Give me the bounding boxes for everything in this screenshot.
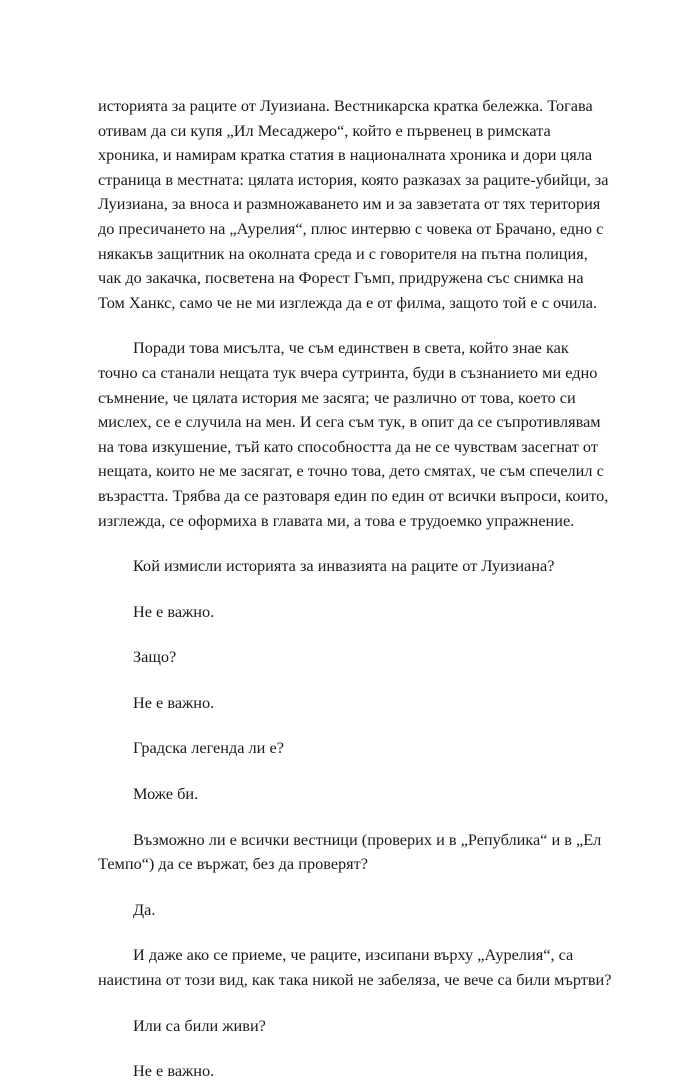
- paragraph-9: [98, 828, 610, 877]
- paragraph-7: [98, 736, 610, 761]
- paragraph-1: [98, 94, 610, 315]
- text-line: изглежда, се оформиха в главата ми, а това е трудоемко упражнение.: [98, 510, 575, 530]
- text-line: страница в местната: цялата история, която разказах за раците-убийци, за: [98, 169, 609, 189]
- text-line: възрастта. Трябва да се разтоваря един по един от всички въпроси, които,: [98, 485, 609, 505]
- paragraph-10: [98, 898, 610, 923]
- paragraph-3: [98, 554, 610, 579]
- text-line: Не е важно.: [133, 601, 215, 621]
- paragraph-2: [98, 336, 610, 533]
- text-line: точно са станали нещата тук вчера сутринта, буди в съзнанието ми едно: [98, 362, 598, 382]
- text-line: на това изкушение, тъй като способността да не се чувствам засегнат от: [98, 436, 598, 456]
- text-line: Поради това мисълта, че съм единствен в света, който знае как: [133, 338, 569, 358]
- text-line: Възможно ли е всички вестници (проверих и в „Република“ и в „Ел: [133, 829, 602, 849]
- text-line: някакъв защитник на околната среда и с говорителя на пътна полиция,: [98, 243, 588, 263]
- text-line: хроника, и намирам кратка статия в националната хроника и дори цяла: [98, 145, 593, 165]
- text-line: съмнение, че цялата история ме засяга; че различно от това, което си: [98, 387, 576, 407]
- text-line: Луизиана, за вноса и размножаването им и за завзетата от тях територия: [98, 194, 601, 214]
- text-line: Кой измисли историята за инвазията на раците от Луизиана?: [133, 556, 555, 576]
- text-line: И даже ако се приеме, че раците, изсипани върху „Аурелия“, са: [133, 945, 574, 965]
- paragraph-8: [98, 782, 610, 807]
- text-line: Градска легенда ли е?: [133, 738, 284, 758]
- text-line: Защо?: [133, 647, 177, 667]
- text-line: мислех, се е случила на мен. И сега съм тук, в опит да се съпротивлявам: [98, 412, 601, 432]
- paragraph-12: [98, 1014, 610, 1039]
- paragraph-6: [98, 691, 610, 716]
- text-line: нещата, които не ме засягат, е точно това, дето смятах, че съм спечелил с: [98, 461, 604, 481]
- text-line: Може би.: [133, 784, 199, 804]
- text-line: Да.: [133, 899, 156, 919]
- paragraph-13: [98, 1059, 610, 1084]
- text-line: Не е важно.: [133, 692, 215, 712]
- text-line: Том Ханкс, само че не ми изглежда да е от филма, защото той е с очила.: [98, 292, 598, 312]
- paragraph-4: [98, 600, 610, 625]
- text-line: Темпо“) да се вържат, без да проверят?: [98, 854, 369, 874]
- text-line: историята за раците от Луизиана. Вестникарска кратка бележка. Тогава: [98, 96, 593, 115]
- text-line: наистина от този вид, как така никой не забеляза, че вече са били мъртви?: [98, 970, 612, 990]
- text-line: до пресичането на „Аурелия“, плюс интервю с човека от Брачано, едно с: [98, 218, 604, 238]
- text-line: Не е важно.: [133, 1061, 215, 1081]
- text-line: чак до закачка, посветена на Форест Гъмп, придружена със снимка на: [98, 268, 584, 288]
- paragraph-5: [98, 645, 610, 670]
- text-line: Или са били живи?: [133, 1015, 266, 1035]
- text-line: отивам да си купя „Ил Месаджеро“, който е първенец в римската: [98, 120, 551, 140]
- paragraph-11: [98, 943, 610, 992]
